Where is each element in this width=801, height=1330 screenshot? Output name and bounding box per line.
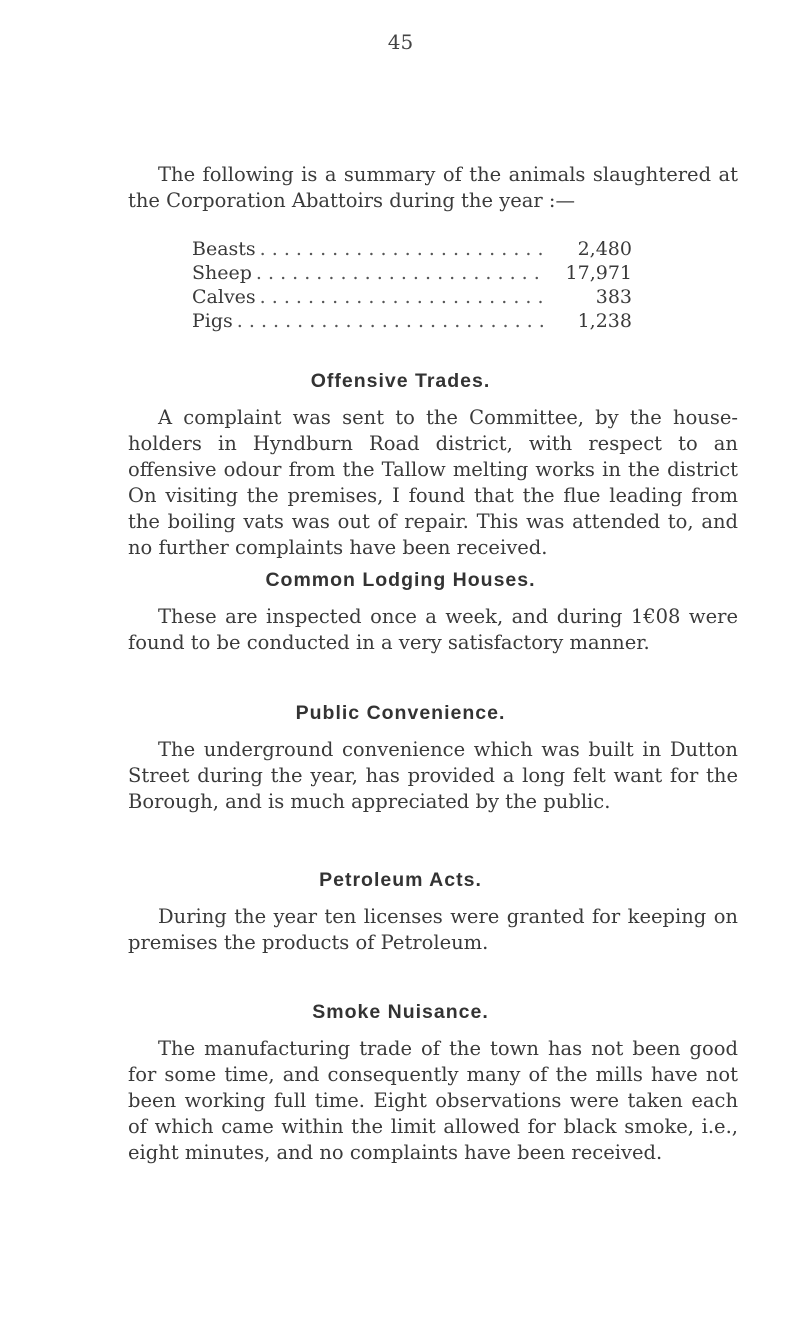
summary-value: 383 [595,286,632,308]
paragraph-petroleum-acts: During the year ten licenses were granted for keeping on premises the products of Petroleum. [128,905,738,954]
dot-leader [237,309,546,333]
summary-value: 2,480 [577,238,632,260]
summary-row-calves [192,285,632,309]
intro-paragraph: The following is a summary of the animals slaughtered at the Corporation Abattoirs during the year :— [128,163,738,212]
dot-leader [256,261,546,285]
summary-label: Beasts [192,238,256,260]
dot-leader [260,285,546,309]
heading-smoke-nuisance: Smoke Nuisance. [312,1001,489,1023]
summary-value: 1,238 [577,310,632,332]
heading-offensive-trades: Offensive Trades. [310,370,491,392]
paragraph-offensive-trades: A complaint was sent to the Committee, by the house-holders in Hyndburn Road district, with respect to an offensive odour from the Tallow melting works in the district On visiting the premises, I found that the flue leading from the boiling vats was out of repair. This was attended to, and no further complaints have been received. [128,406,738,559]
paragraph-smoke-nuisance: The manufacturing trade of the town has not been good for some time, and consequently many of the mills have not been working full time. Eight observations were taken each of which came within the limit allowed for black smoke, i.e., eight minutes, and no complaints have been received. [128,1037,738,1164]
paragraph-common-lodging-houses: These are inspected once a week, and during 1€08 were found to be conducted in a very satisfactory manner. [128,605,738,654]
heading-common-lodging-houses: Common Lodging Houses. [265,569,536,591]
summary-label: Pigs [192,310,233,332]
summary-label: Sheep [192,262,252,284]
summary-row-pigs [192,309,632,333]
heading-petroleum-acts: Petroleum Acts. [319,869,482,891]
summary-row-sheep [192,261,632,285]
slaughter-summary-table [192,237,632,333]
summary-row-beasts [192,237,632,261]
paragraph-public-convenience: The underground convenience which was built in Dutton Street during the year, has provided a long felt want for the Borough, and is much appreciated by the public. [128,738,738,813]
dot-leader [260,237,546,261]
summary-label: Calves [192,286,256,308]
heading-public-convenience: Public Convenience. [295,702,506,724]
summary-value: 17,971 [565,262,632,284]
page-number: 45 [387,30,414,54]
